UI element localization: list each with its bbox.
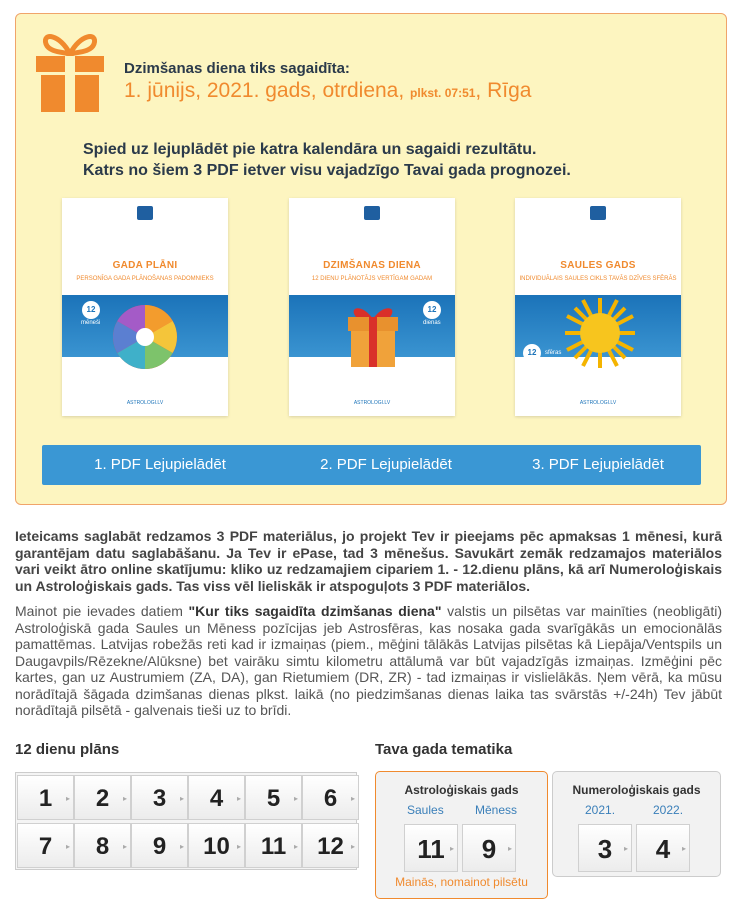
arrow-icon: ▸ [623, 844, 628, 853]
logo-icon [364, 206, 380, 220]
astro-title: Astroloģiskais gads [404, 783, 519, 797]
moon-sphere-value: 9 [481, 834, 497, 864]
cover-subtitle: 12 DIENU PLĀNOTĀJS VERTĪGAM GADAM [311, 276, 433, 282]
cover-title: DZIMŠANAS DIENA [323, 260, 421, 271]
instructions [83, 139, 571, 181]
logo-icon [137, 206, 153, 220]
year-label-1: 2021. [585, 803, 616, 817]
arrow-icon: ▸ [122, 794, 127, 803]
day-8-button[interactable] [74, 823, 131, 868]
instruction-line-2: Katrs no šiem 3 PDF ietver visu vajadzīgo Tavai gada prognozei. [83, 162, 571, 179]
day-2-button[interactable] [74, 775, 131, 820]
day-number: 2 [95, 785, 110, 812]
cover-number-label: dienas [423, 320, 441, 326]
cover-footer: ASTROLOGI.LV [579, 400, 617, 406]
date-heading: Dzimšanas diena tiks sagaidīta: [124, 60, 350, 77]
arrow-icon: ▸ [293, 794, 298, 803]
numero-title: Numeroloģiskais gads [572, 783, 701, 797]
arrow-icon: ▸ [449, 844, 454, 853]
day-3-button[interactable] [131, 775, 188, 820]
city: , Rīga [475, 79, 532, 102]
day-12-button[interactable] [302, 823, 359, 868]
day-11-button[interactable] [245, 823, 302, 868]
day-number: 3 [152, 785, 167, 812]
day-1-button[interactable] [17, 775, 74, 820]
time-label: plkst. 07:51 [410, 86, 476, 100]
cover-number: 12 [423, 301, 441, 319]
cover-number: 12 [523, 344, 541, 362]
sun-icon [563, 296, 637, 370]
pdf-1-download-button[interactable]: 1. PDF Lejupielādēt [42, 445, 278, 485]
pdf-3-download-button[interactable]: 3. PDF Lejupielādēt [495, 445, 701, 485]
location-info-quote: "Kur tiks sagaidīta dzimšanas diena" [188, 603, 442, 619]
gift-icon [32, 28, 108, 114]
numero-year-1-button[interactable] [578, 824, 632, 872]
sun-label: Saules [407, 803, 444, 817]
arrow-icon: ▸ [236, 842, 241, 851]
pdf-cover-3[interactable] [515, 198, 681, 416]
cover-number-label: sfēras [545, 350, 562, 356]
arrow-icon: ▸ [179, 794, 184, 803]
sun-sphere-value: 11 [417, 834, 445, 864]
cover-subtitle: PERSONĪGA GADA PLĀNOŠANAS PADOMNIEKS [76, 276, 214, 282]
city-change-note: Mainās, nomainot pilsētu [395, 875, 528, 889]
day-number: 11 [260, 833, 287, 860]
day-plan-grid [15, 772, 357, 870]
arrow-icon: ▸ [507, 844, 512, 853]
day-number: 4 [209, 785, 224, 812]
day-number: 7 [38, 833, 53, 860]
arrow-icon: ▸ [350, 794, 355, 803]
arrow-icon: ▸ [293, 842, 298, 851]
location-info [15, 603, 722, 719]
arrow-icon: ▸ [65, 842, 70, 851]
pdf-cover-2[interactable] [289, 198, 455, 416]
cover-footer: ASTROLOGI.LV [126, 400, 164, 406]
day-number: 1 [38, 785, 53, 812]
themes-title: Tava gada tematika [375, 741, 513, 758]
arrow-icon: ▸ [65, 794, 70, 803]
pdf-cover-1[interactable] [62, 198, 228, 416]
arrow-icon: ▸ [681, 844, 686, 853]
logo-icon [590, 206, 606, 220]
cover-number-label: mēneši [81, 320, 101, 326]
zodiac-wheel-icon [112, 304, 178, 370]
pdf-2-download-button[interactable]: 2. PDF Lejupielādēt [268, 445, 504, 485]
cover-subtitle: INDIVIDUĀLAIS SAULES CIKLS TAVĀS DZĪVES SFĒRĀS [519, 276, 677, 282]
day-5-button[interactable] [245, 775, 302, 820]
year-label-2: 2022. [653, 803, 684, 817]
cover-footer: ASTROLOGI.LV [353, 400, 391, 406]
location-info-start: Mainot pie ievades datiem [15, 603, 189, 619]
day-plan-title: 12 dienu plāns [15, 741, 120, 758]
sun-sphere-button[interactable] [404, 824, 458, 872]
moon-label: Mēness [475, 803, 518, 817]
day-7-button[interactable] [17, 823, 74, 868]
numero-year-2-button[interactable] [636, 824, 690, 872]
cover-title: SAULES GADS [560, 260, 636, 271]
day-6-button[interactable] [302, 775, 359, 820]
numero-value-2: 4 [655, 834, 671, 864]
location-info-rest: valstis un pilsētas var mainīties (neobligāti) Astroloģiskā gada Saules un Mēness pozīcijas jeb Astrosfēras, kas nosaka gada svarīgākās un emocionālās pamattēmas. Latvijas robežās reti kad ir izmaiņas (piem., mēģini tālākās Latvijas pilsētas kā Liepāja/Ventspils un Daugavpils/Rēzekne/Alūksne) bet vairāku simtu kilometru attālumā var būt vajadzīgās izmaiņas. Izmēģini pēc kartes, gan uz Austrumiem (ZA, DA), gan Rietumiem (DR, ZR) - tad izmaiņas ir vislielākās. Ņem vērā, ka mūsu norādītajā šāgada dzimšanas dienas plkst. laikā (no piedzimšanas dienas laika tas svārstās +/-24h) Tev jābūt norādītajā pilsētā - galvenais tieši uz to brīdi. [15, 603, 722, 718]
cover-title: GADA PLĀNI [112, 260, 178, 271]
birthday-panel [15, 13, 727, 505]
numerological-year-box [552, 771, 721, 877]
save-notice: Ieteicams saglabāt redzamos 3 PDF materiālus, jo projekt Tev ir pieejams pēc apmaksas 1 mēnesi, kurā garantējam datu saglabāšanu. Ja Tev ir ePase, tad 3 mēnešus. Savukārt zemāk redzamajos materiālos vari veikt ātro online skatījumu: kliko uz redzamajiem cipariem 1. - 12.dienu plāns, kā arī Numeroloģiskais un Astroloģiskais gads. Tas viss vēl lieliskāk ir atspoguļots 3 PDF materiālos. [15, 528, 722, 594]
moon-sphere-button[interactable] [462, 824, 516, 872]
arrow-icon: ▸ [350, 842, 355, 851]
arrow-icon: ▸ [179, 842, 184, 851]
arrow-icon: ▸ [236, 794, 241, 803]
day-number: 10 [203, 833, 230, 860]
numero-value-1: 3 [597, 834, 613, 864]
day-number: 9 [152, 833, 167, 860]
date-main: 1. jūnijs, 2021. gads, otrdiena, [124, 79, 405, 102]
day-number: 6 [323, 785, 338, 812]
instruction-line-1: Spied uz lejuplādēt pie katra kalendāra un sagaidi rezultātu. [83, 141, 537, 158]
birthday-date [124, 79, 531, 103]
day-4-button[interactable] [188, 775, 245, 820]
day-9-button[interactable] [131, 823, 188, 868]
day-number: 12 [317, 833, 344, 860]
cover-number: 12 [82, 301, 100, 319]
gift-box-icon [344, 301, 402, 369]
astrological-year-box [375, 771, 548, 899]
day-number: 5 [266, 785, 281, 812]
day-number: 8 [95, 833, 110, 860]
arrow-icon: ▸ [122, 842, 127, 851]
day-10-button[interactable] [188, 823, 245, 868]
